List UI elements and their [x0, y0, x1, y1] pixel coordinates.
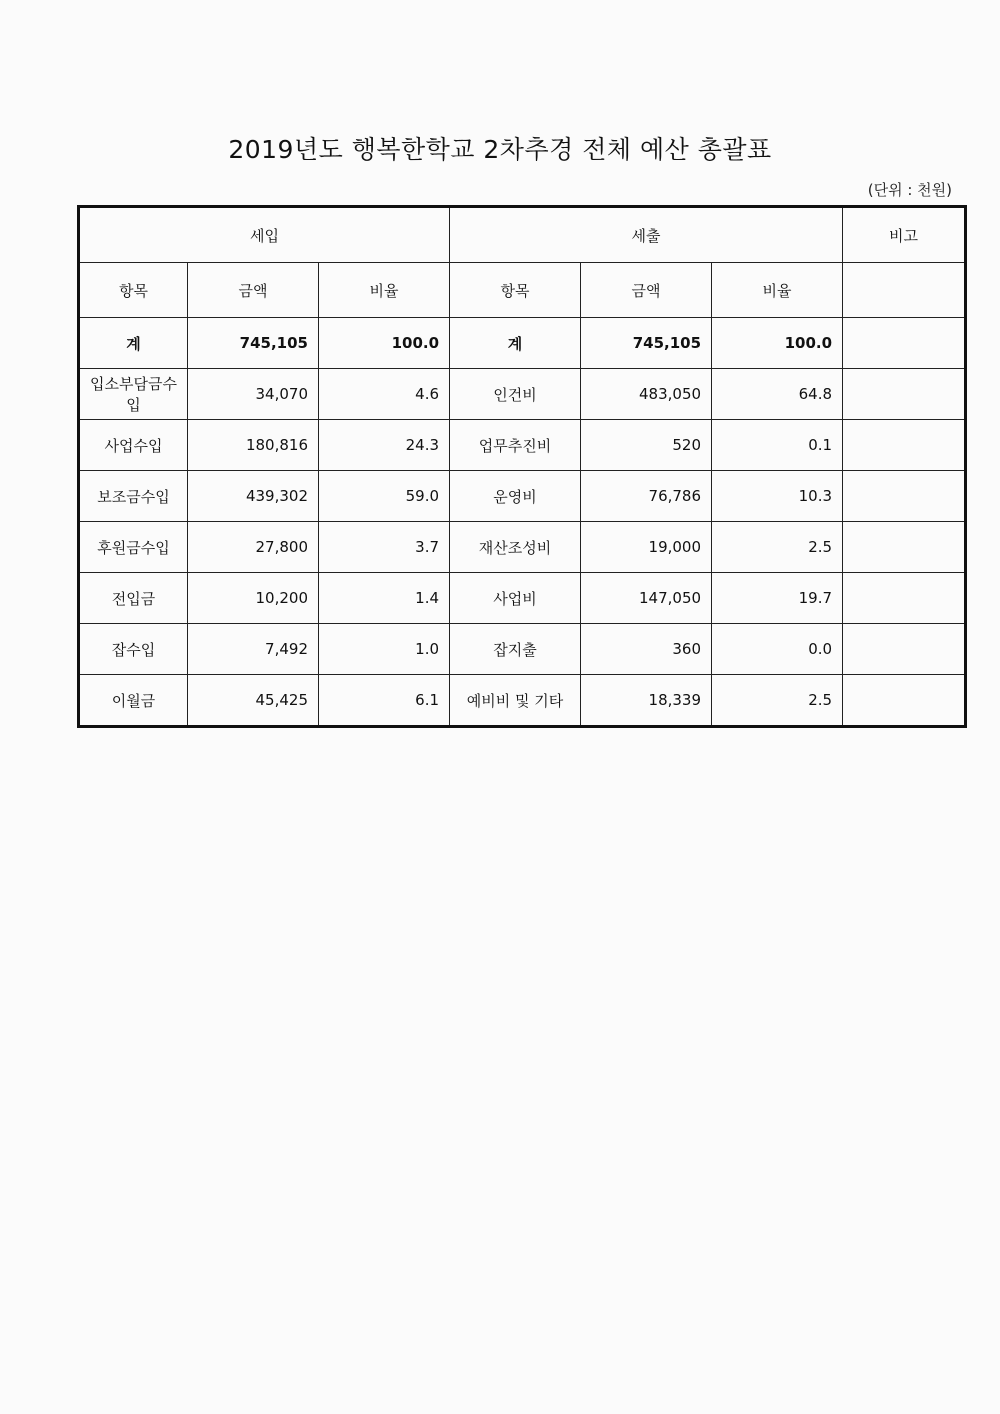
revenue-ratio-cell: 6.1: [319, 675, 450, 727]
expense-ratio-cell: 10.3: [712, 471, 843, 522]
note-cell: [843, 624, 966, 675]
revenue-item-cell: 보조금수입: [79, 471, 188, 522]
expense-amount-cell: 483,050: [581, 369, 712, 420]
revenue-ratio-cell: 100.0: [319, 318, 450, 369]
unit-label: (단위 : 천원): [867, 181, 952, 199]
revenue-item-cell: 사업수입: [79, 420, 188, 471]
expense-ratio-cell: 2.5: [712, 675, 843, 727]
total-row: [79, 318, 966, 369]
note-cell: [843, 573, 966, 624]
note-cell: [843, 369, 966, 420]
table-row: [79, 573, 966, 624]
revenue-amount-header: 금액: [188, 263, 319, 318]
expense-ratio-cell: 100.0: [712, 318, 843, 369]
note-header-cell: [843, 263, 966, 318]
revenue-amount-cell: 439,302: [188, 471, 319, 522]
revenue-ratio-header: 비율: [319, 263, 450, 318]
note-cell: [843, 471, 966, 522]
expense-item-cell: 업무추진비: [450, 420, 581, 471]
expense-item-cell: 계: [450, 318, 581, 369]
revenue-item-cell: 입소부담금수입: [79, 369, 188, 420]
expense-amount-cell: 147,050: [581, 573, 712, 624]
table-row: [79, 624, 966, 675]
revenue-amount-cell: 45,425: [188, 675, 319, 727]
expense-amount-cell: 360: [581, 624, 712, 675]
expense-ratio-cell: 19.7: [712, 573, 843, 624]
revenue-item-header: 항목: [79, 263, 188, 318]
expense-item-cell: 예비비 및 기타: [450, 675, 581, 727]
expense-ratio-cell: 0.0: [712, 624, 843, 675]
expense-ratio-cell: 0.1: [712, 420, 843, 471]
table-row: [79, 675, 966, 727]
table-row: [79, 369, 966, 420]
revenue-amount-cell: 745,105: [188, 318, 319, 369]
expense-group-header: 세출: [450, 207, 843, 263]
expense-amount-cell: 76,786: [581, 471, 712, 522]
revenue-amount-cell: 7,492: [188, 624, 319, 675]
expense-item-cell: 운영비: [450, 471, 581, 522]
table-row: [79, 420, 966, 471]
column-header-row: [79, 263, 966, 318]
note-cell: [843, 522, 966, 573]
revenue-ratio-cell: 1.0: [319, 624, 450, 675]
budget-summary-table: [77, 205, 967, 728]
expense-item-cell: 재산조성비: [450, 522, 581, 573]
expense-amount-cell: 19,000: [581, 522, 712, 573]
revenue-ratio-cell: 4.6: [319, 369, 450, 420]
expense-item-cell: 인건비: [450, 369, 581, 420]
note-cell: [843, 675, 966, 727]
expense-amount-cell: 18,339: [581, 675, 712, 727]
table-row: [79, 522, 966, 573]
expense-item-cell: 잡지출: [450, 624, 581, 675]
revenue-ratio-cell: 1.4: [319, 573, 450, 624]
note-group-header: 비고: [843, 207, 966, 263]
revenue-item-cell: 계: [79, 318, 188, 369]
expense-ratio-cell: 64.8: [712, 369, 843, 420]
revenue-item-cell: 잡수입: [79, 624, 188, 675]
note-cell: [843, 420, 966, 471]
revenue-group-header: 세입: [79, 207, 450, 263]
group-header-row: [79, 207, 966, 263]
table-row: [79, 471, 966, 522]
revenue-item-cell: 이월금: [79, 675, 188, 727]
expense-ratio-cell: 2.5: [712, 522, 843, 573]
revenue-ratio-cell: 59.0: [319, 471, 450, 522]
revenue-amount-cell: 10,200: [188, 573, 319, 624]
revenue-ratio-cell: 24.3: [319, 420, 450, 471]
revenue-ratio-cell: 3.7: [319, 522, 450, 573]
expense-item-header: 항목: [450, 263, 581, 318]
revenue-item-cell: 후원금수입: [79, 522, 188, 573]
expense-amount-header: 금액: [581, 263, 712, 318]
revenue-amount-cell: 34,070: [188, 369, 319, 420]
revenue-amount-cell: 27,800: [188, 522, 319, 573]
revenue-item-cell: 전입금: [79, 573, 188, 624]
expense-item-cell: 사업비: [450, 573, 581, 624]
document-title: 2019년도 행복한학교 2차추경 전체 예산 총괄표: [228, 135, 772, 164]
expense-amount-cell: 520: [581, 420, 712, 471]
expense-amount-cell: 745,105: [581, 318, 712, 369]
note-cell: [843, 318, 966, 369]
expense-ratio-header: 비율: [712, 263, 843, 318]
revenue-amount-cell: 180,816: [188, 420, 319, 471]
